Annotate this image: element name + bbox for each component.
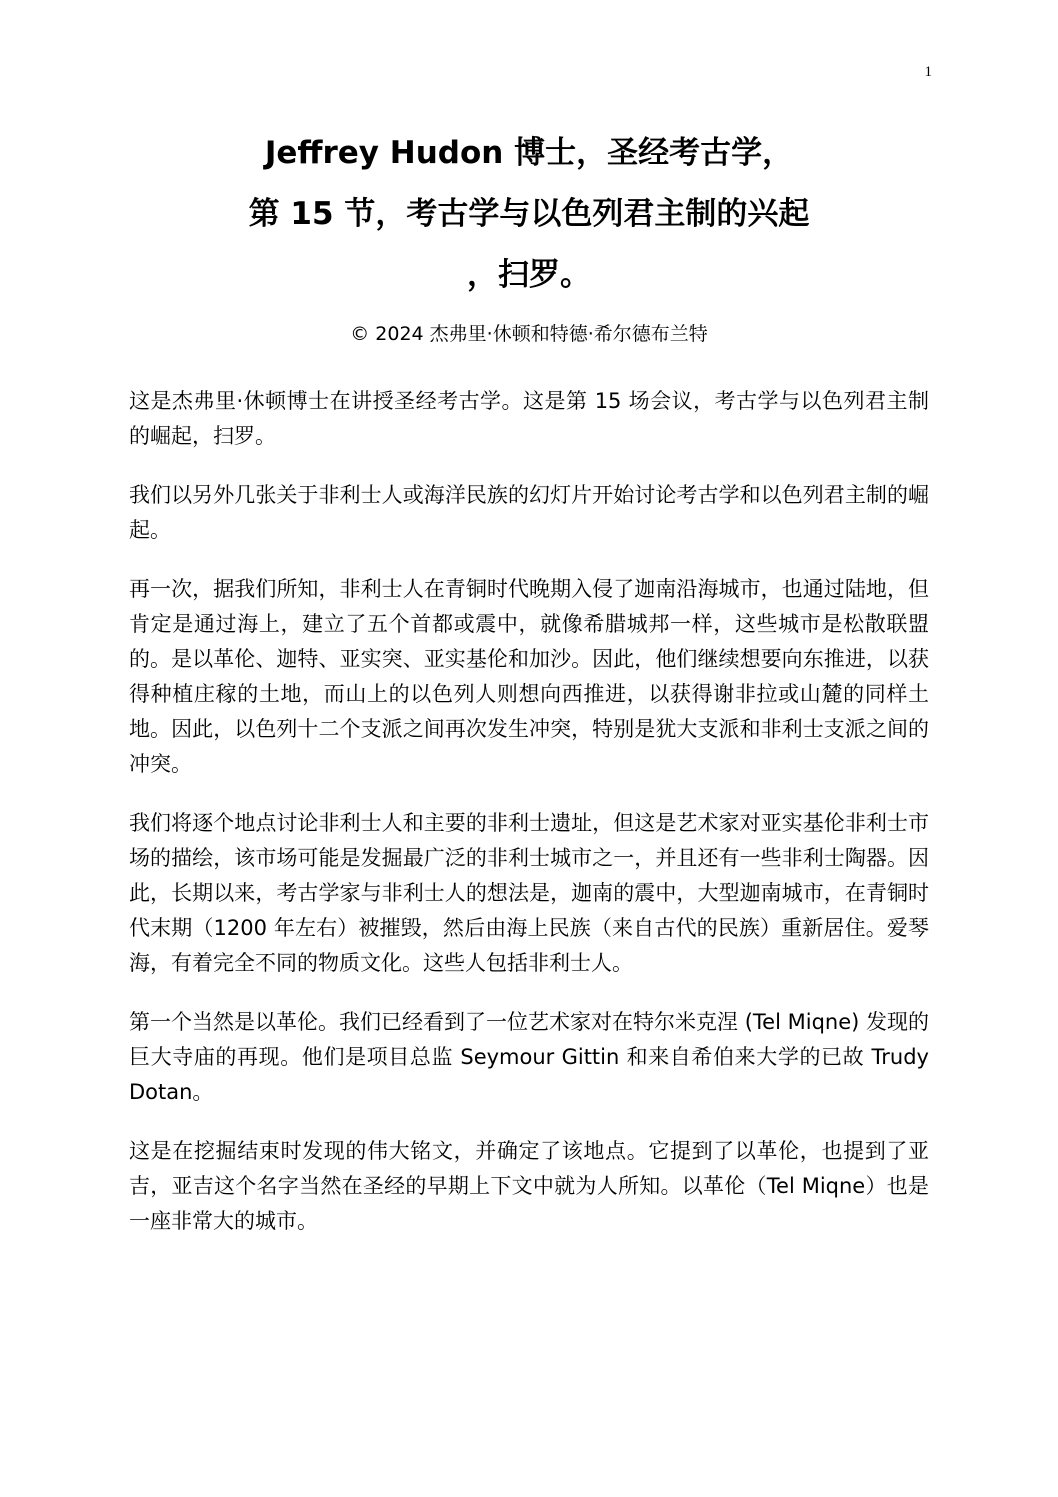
document-title	[0, 135, 1058, 293]
page-number: 1	[924, 64, 932, 80]
paragraph-6: 这是在挖掘结束时发现的伟大铭文，并确定了该地点。它提到了以革伦，也提到了亚吉，亚吉这个名字当然在圣经的早期上下文中就为人所知。以革伦（Tel Miqne）也是一座非常大的城市。	[129, 1139, 929, 1233]
title-line-2: 第 15 节，考古学与以色列君主制的兴起	[248, 196, 810, 232]
title-line-3: ，扫罗。	[467, 257, 591, 293]
paragraph-4: 我们将逐个地点讨论非利士人和主要的非利士遗址，但这是艺术家对亚实基伦非利士市场的描绘，该市场可能是发掘最广泛的非利士城市之一，并且还有一些非利士陶器。因此，长期以来，考古学家与非利士人的想法是，迦南的震中，大型迦南城市，在青铜时代末期（1200 年左右）被摧毁，然后由海上民族（来自古代的民族）重新居住。爱琴海，有着完全不同的物质文化。这些人包括非利士人。	[129, 811, 929, 975]
paragraph-2: 我们以另外几张关于非利士人或海洋民族的幻灯片开始讨论考古学和以色列君主制的崛起。	[129, 483, 929, 542]
paragraph-3: 再一次，据我们所知，非利士人在青铜时代晚期入侵了迦南沿海城市，也通过陆地，但肯定是通过海上，建立了五个首都或震中，就像希腊城邦一样，这些城市是松散联盟的。是以革伦、迦特、亚实突、亚实基伦和加沙。因此，他们继续想要向东推进，以获得种植庄稼的土地，而山上的以色列人则想向西推进，以获得谢非拉或山麓的同样土地。因此，以色列十二个支派之间再次发生冲突，特别是犹大支派和非利士支派之间的冲突。	[129, 577, 929, 776]
paragraph-1: 这是杰弗里·休顿博士在讲授圣经考古学。这是第 15 场会议，考古学与以色列君主制的崛起，扫罗。	[129, 389, 929, 448]
copyright-notice: © 2024 杰弗里·休顿和特德·希尔德布兰特	[350, 323, 708, 345]
transcript-body	[129, 384, 929, 1263]
title-line-1: Jeffrey Hudon 博士，圣经考古学，	[264, 135, 794, 171]
paragraph-5: 第一个当然是以革伦。我们已经看到了一位艺术家对在特尔米克涅 (Tel Miqne) 发现的巨大寺庙的再现。他们是项目总监 Seymour Gittin 和来自希伯来大学的已故 Trudy Dotan。	[129, 1010, 929, 1104]
